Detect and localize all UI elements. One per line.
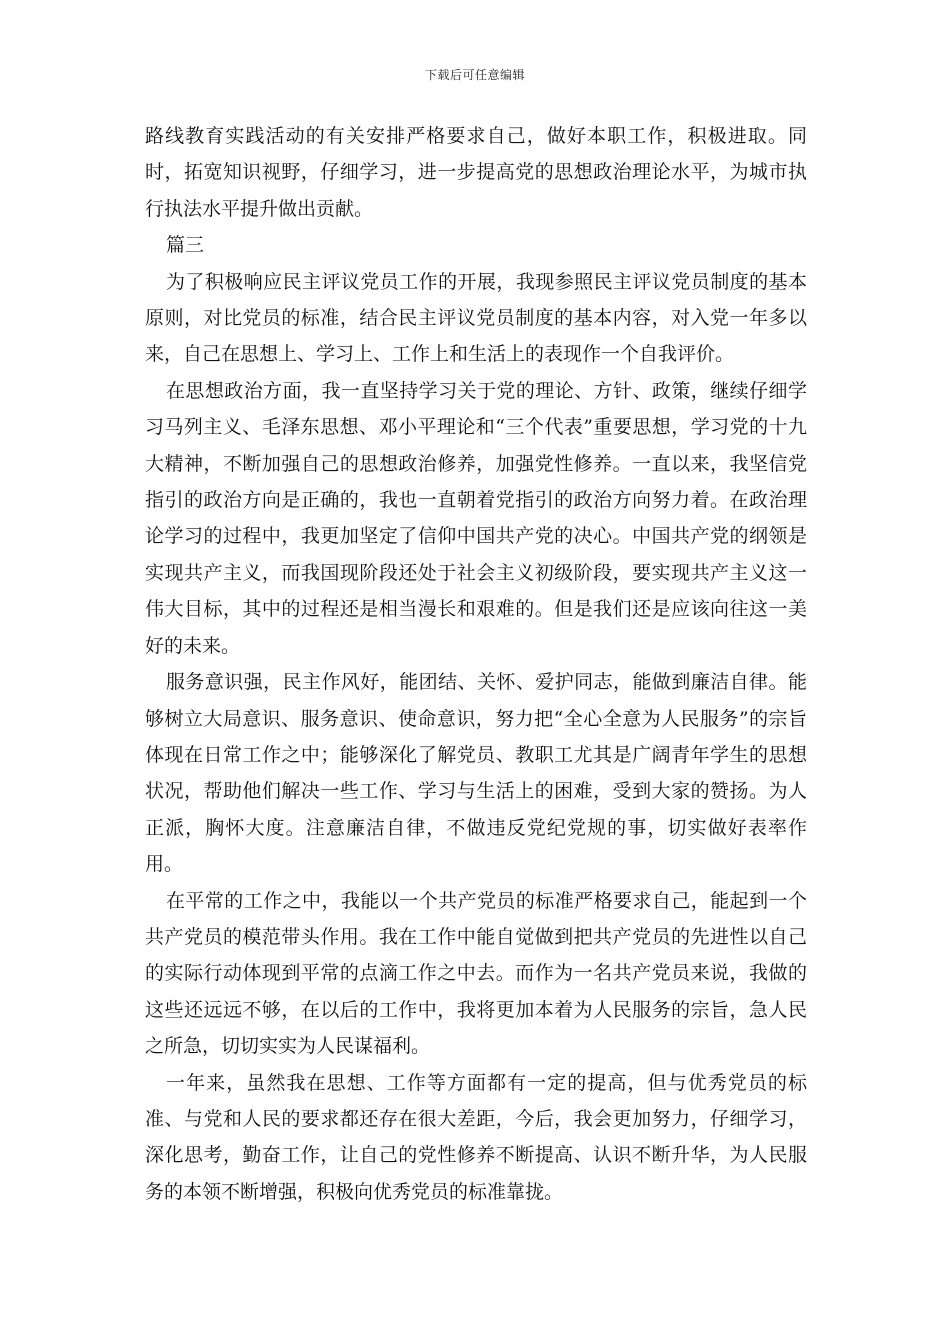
paragraph-daily-work: 在平常的工作之中，我能以一个共产党员的标准严格要求自己，能起到一个共产党员的模范带头作用。我在工作中能自觉做到把共产党员的先进性以自己的实际行动体现到平常的点滴工作之中去。而作为一名共产党员来说，我做的这些还远远不够，在以后的工作中，我将更加本着为人民服务的宗旨，急人民之所急，切切实实为人民谋福利。 (145, 889, 807, 1058)
paragraph-intro: 为了积极响应民主评议党员工作的开展，我现参照民主评议党员制度的基本原则，对比党员的标准，结合民主评议党员制度的基本内容，对入党一年多以来，自己在思想上、学习上、工作上和生活上的表现作一个自我评价。 (145, 270, 807, 366)
paragraph-political-thought: 在思想政治方面，我一直坚持学习关于党的理论、方针、政策，继续仔细学习马列主义、毛泽东思想、邓小平理论和“三个代表”重要思想，学习党的十九大精神，不断加强自己的思想政治修养，加强党性修养。一直以来，我坚信党指引的政治方向是正确的，我也一直朝着党指引的政治方向努力着。在政治理论学习的过程中，我更加坚定了信仰中国共产党的决心。中国共产党的纲领是实现共产主义，而我国现阶段还处于社会主义初级阶段，要实现共产主义这一伟大目标，其中的过程还是相当漫长和艰难的。但是我们还是应该向往这一美好的未来。 (145, 379, 807, 657)
section-heading: 篇三 (166, 234, 205, 257)
page-header: 下载后可任意编辑 (424, 68, 525, 82)
paragraph-conclusion: 一年来，虽然我在思想、工作等方面都有一定的提高，但与优秀党员的标准、与党和人民的要求都还存在很大差距，今后，我会更加努力，仔细学习，深化思考，勤奋工作，让自己的党性修养不断提高、认识不断升华，为人民服务的本领不断增强，积极向优秀党员的标准靠拢。 (145, 1071, 807, 1203)
paragraph-service-awareness: 服务意识强，民主作风好，能团结、关怀、爱护同志，能做到廉洁自律。能够树立大局意识、服务意识、使命意识，努力把“全心全意为人民服务”的宗旨体现在日常工作之中；能够深化了解党员、教职工尤其是广阔青年学生的思想状况，帮助他们解决一些工作、学习与生活上的困难，受到大家的赞扬。为人正派，胸怀大度。注意廉洁自律，不做违反党纪党规的事，切实做好表率作用。 (145, 671, 807, 876)
document-body (145, 118, 807, 1210)
paragraph-continuation: 路线教育实践活动的有关安排严格要求自己，做好本职工作，积极进取。同时，拓宽知识视野，仔细学习，进一步提高党的思想政治理论水平，为城市执行执法水平提升做出贡献。 (145, 125, 807, 220)
